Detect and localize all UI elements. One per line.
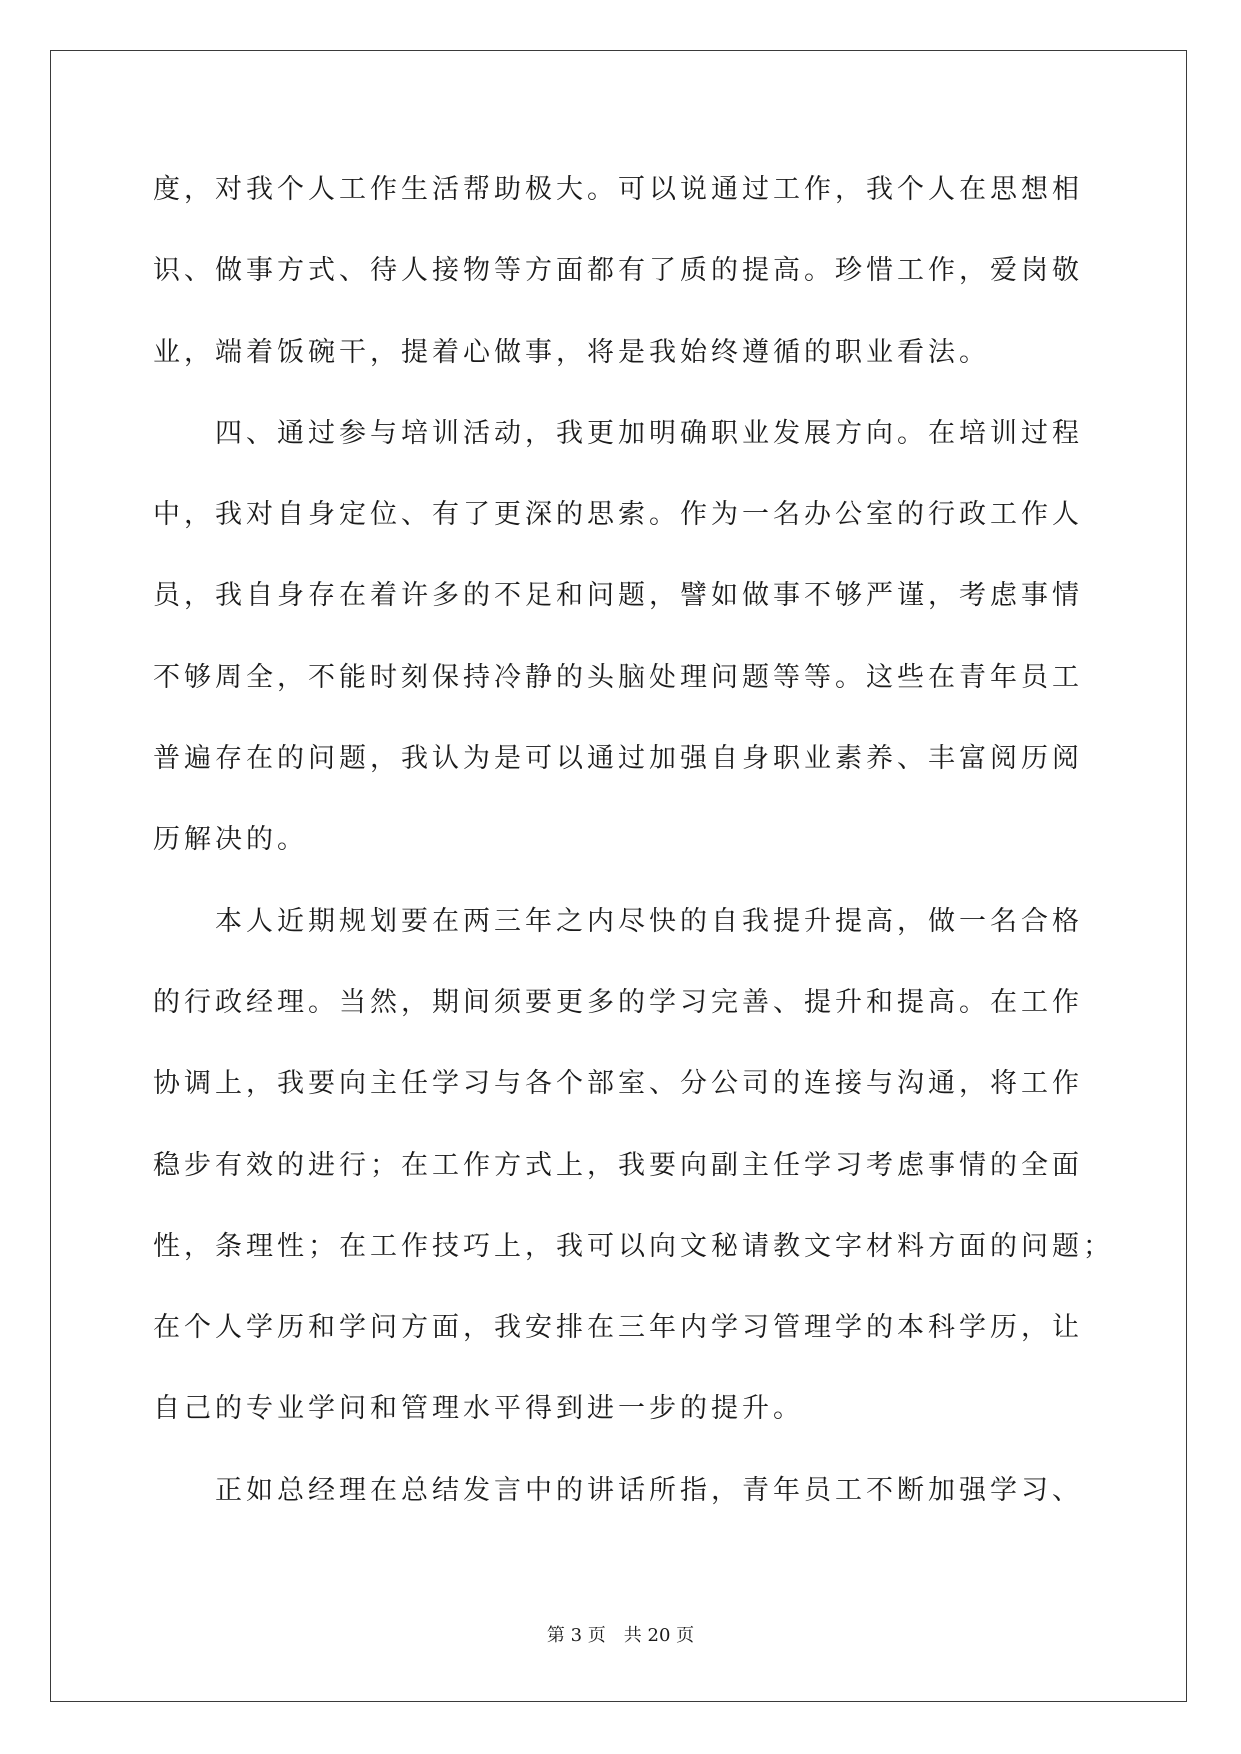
text-line: 稳步有效的进行；在工作方式上，我要向副主任学习考虑事情的全面 <box>153 1149 1083 1181</box>
total-page-count: 共 20 页 <box>623 1625 695 1646</box>
text-line: 自己的专业学问和管理水平得到进一步的提升。 <box>153 1393 804 1425</box>
document-body <box>153 149 1153 1531</box>
text-line: 在个人学历和学问方面，我安排在三年内学习管理学的本科学历，让 <box>153 1312 1083 1344</box>
paragraph-first-line: 本人近期规划要在两三年之内尽快的自我提升提高，做一名合格 <box>215 905 1083 937</box>
text-line: 协调上，我要向主任学习与各个部室、分公司的连接与沟通，将工作 <box>153 1068 1083 1100</box>
page-footer <box>0 1622 1241 1650</box>
text-line: 历解决的。 <box>153 824 308 856</box>
text-line: 普遍存在的问题，我认为是可以通过加强自身职业素养、丰富阅历阅 <box>153 743 1083 775</box>
current-page-number: 第 3 页 <box>546 1625 606 1646</box>
text-line: 识、做事方式、待人接物等方面都有了质的提高。珍惜工作，爱岗敬 <box>153 255 1083 287</box>
text-line: 性，条理性；在工作技巧上，我可以向文秘请教文字材料方面的问题； <box>153 1230 1114 1262</box>
text-line: 业，端着饭碗干，提着心做事，将是我始终遵循的职业看法。 <box>153 336 990 368</box>
paragraph-first-line: 正如总经理在总结发言中的讲话所指，青年员工不断加强学习、 <box>215 1474 1083 1506</box>
text-line: 员，我自身存在着许多的不足和问题，譬如做事不够严谨，考虑事情 <box>153 580 1083 612</box>
text-line: 中，我对自身定位、有了更深的思索。作为一名办公室的行政工作人 <box>153 499 1083 531</box>
text-line: 的行政经理。当然，期间须要更多的学习完善、提升和提高。在工作 <box>153 986 1083 1018</box>
paragraph-first-line: 四、通过参与培训活动，我更加明确职业发展方向。在培训过程 <box>215 417 1083 449</box>
text-line: 不够周全，不能时刻保持冷静的头脑处理问题等等。这些在青年员工 <box>153 661 1083 693</box>
text-line: 度，对我个人工作生活帮助极大。可以说通过工作，我个人在思想相 <box>153 174 1083 205</box>
